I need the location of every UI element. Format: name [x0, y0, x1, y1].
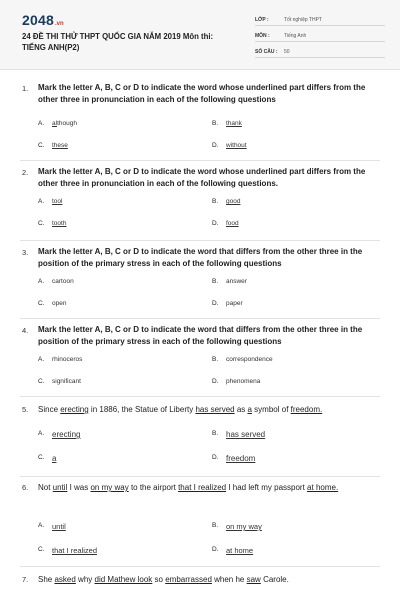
- option-text: on my way: [226, 522, 262, 531]
- option-text: has served: [226, 430, 266, 439]
- option-text: significant: [52, 378, 81, 385]
- option-d[interactable]: [212, 378, 260, 385]
- option-a[interactable]: [38, 198, 62, 205]
- option-a[interactable]: [38, 120, 77, 127]
- option-text: a: [52, 454, 57, 463]
- option-b[interactable]: [212, 430, 265, 439]
- option-letter: C.: [38, 220, 45, 227]
- option-letter: A.: [38, 120, 45, 127]
- meta-value: Tốt nghiệp THPT: [284, 17, 322, 23]
- option-a[interactable]: [38, 522, 66, 531]
- option-d[interactable]: [212, 300, 243, 307]
- exam-meta: [255, 13, 385, 61]
- option-text: open: [52, 300, 67, 307]
- option-letter: A.: [38, 522, 45, 529]
- option-letter: C.: [38, 300, 45, 307]
- option-letter: B.: [212, 278, 219, 285]
- meta-row-subject: [255, 29, 385, 42]
- option-letter: A.: [38, 430, 45, 437]
- option-text: tooth: [52, 220, 67, 227]
- option-letter: C.: [38, 454, 45, 461]
- option-text: food: [226, 220, 239, 227]
- option-text: rhinoceros: [52, 356, 83, 363]
- question-text: Since erecting in 1886, the Statue of Liberty has served as a symbol of freedom.: [38, 405, 323, 414]
- exam-title: 24 ĐỀ THI THỬ THPT QUỐC GIA NĂM 2019 Môn thi: TIẾNG ANH(P2): [22, 32, 214, 52]
- option-c[interactable]: [38, 300, 66, 307]
- option-b[interactable]: [212, 356, 273, 363]
- meta-value: 50: [284, 49, 290, 55]
- question-number: 6.: [22, 483, 29, 492]
- option-letter: C.: [38, 142, 45, 149]
- meta-row-count: [255, 45, 385, 58]
- meta-label: LỚP :: [255, 17, 269, 23]
- question-number: 2.: [22, 168, 29, 177]
- option-c[interactable]: [38, 142, 68, 149]
- meta-row-class: [255, 13, 385, 26]
- option-text: erecting: [52, 430, 81, 439]
- option-text: that I realized: [52, 546, 98, 555]
- option-d[interactable]: [212, 546, 253, 555]
- option-c[interactable]: [38, 546, 97, 555]
- option-text: answer: [226, 278, 247, 285]
- option-b[interactable]: [212, 120, 242, 127]
- option-text: good: [226, 198, 241, 205]
- option-letter: D.: [212, 546, 219, 553]
- option-text: phenomena: [226, 378, 261, 385]
- option-c[interactable]: [38, 454, 56, 463]
- question-divider: [20, 240, 380, 241]
- option-letter: C.: [38, 546, 45, 553]
- option-letter: A.: [38, 198, 45, 205]
- option-text: at home: [226, 546, 254, 555]
- question-divider: [20, 160, 380, 161]
- question-number: 3.: [22, 248, 29, 257]
- option-text: thank: [226, 120, 242, 127]
- option-letter: D.: [212, 220, 219, 227]
- question-text: Mark the letter A, B, C or D to indicate the word that differs from the other three in the position of the primary stress in each of the following questions: [38, 325, 363, 346]
- question-number: 7.: [22, 575, 29, 584]
- option-b[interactable]: [212, 198, 240, 205]
- question-divider: [20, 396, 380, 397]
- page-header: [0, 0, 400, 70]
- option-letter: D.: [212, 454, 219, 461]
- option-letter: D.: [212, 142, 219, 149]
- option-c[interactable]: [38, 378, 81, 385]
- option-letter: B.: [212, 120, 219, 127]
- option-a[interactable]: [38, 356, 82, 363]
- option-a[interactable]: [38, 430, 80, 439]
- question-divider: [20, 476, 380, 477]
- site-logo[interactable]: [22, 12, 64, 28]
- option-letter: A.: [38, 278, 45, 285]
- option-b[interactable]: [212, 278, 247, 285]
- meta-label: MÔN :: [255, 33, 270, 39]
- meta-value: Tiếng Anh: [284, 33, 307, 39]
- option-text: paper: [226, 300, 243, 307]
- option-text: freedom: [226, 454, 256, 463]
- option-d[interactable]: [212, 220, 239, 227]
- option-text: although: [52, 120, 77, 127]
- question-text: Not until I was on my way to the airport that I realized I had left my passport at home.: [38, 483, 339, 492]
- option-letter: D.: [212, 378, 219, 385]
- option-text: these: [52, 142, 68, 149]
- question-number: 5.: [22, 405, 29, 414]
- option-letter: B.: [212, 356, 219, 363]
- question-text: Mark the letter A, B, C or D to indicate the word whose underlined part differs from the other three in pronunciation in each of the following questions.: [38, 167, 366, 188]
- question-divider: [20, 318, 380, 319]
- question-text: Mark the letter A, B, C or D to indicate the word that differs from the other three in the position of the primary stress in each of the following questions: [38, 247, 363, 268]
- option-text: cartoon: [52, 278, 74, 285]
- logo-text: 2048: [22, 12, 54, 28]
- option-a[interactable]: [38, 278, 74, 285]
- question-number: 4.: [22, 326, 29, 335]
- meta-label: SỐ CÂU :: [255, 49, 278, 55]
- option-letter: B.: [212, 198, 219, 205]
- logo-domain: .vn: [54, 21, 64, 27]
- option-text: tool: [52, 198, 63, 205]
- option-letter: C.: [38, 378, 45, 385]
- option-b[interactable]: [212, 522, 262, 531]
- option-letter: B.: [212, 430, 219, 437]
- question-divider: [20, 566, 380, 567]
- option-letter: A.: [38, 356, 45, 363]
- option-text: without: [226, 142, 247, 149]
- option-d[interactable]: [212, 142, 247, 149]
- option-letter: B.: [212, 522, 219, 529]
- option-d[interactable]: [212, 454, 255, 463]
- question-text: She asked why did Mathew look so embarrassed when he saw Carole.: [38, 575, 289, 584]
- option-letter: D.: [212, 300, 219, 307]
- option-text: until: [52, 522, 66, 531]
- option-c[interactable]: [38, 220, 66, 227]
- option-text: correspondence: [226, 356, 273, 363]
- question-number: 1.: [22, 84, 29, 93]
- question-text: Mark the letter A, B, C or D to indicate the word whose underlined part differs from the other three in pronunciation in each of the following questions: [38, 83, 366, 104]
